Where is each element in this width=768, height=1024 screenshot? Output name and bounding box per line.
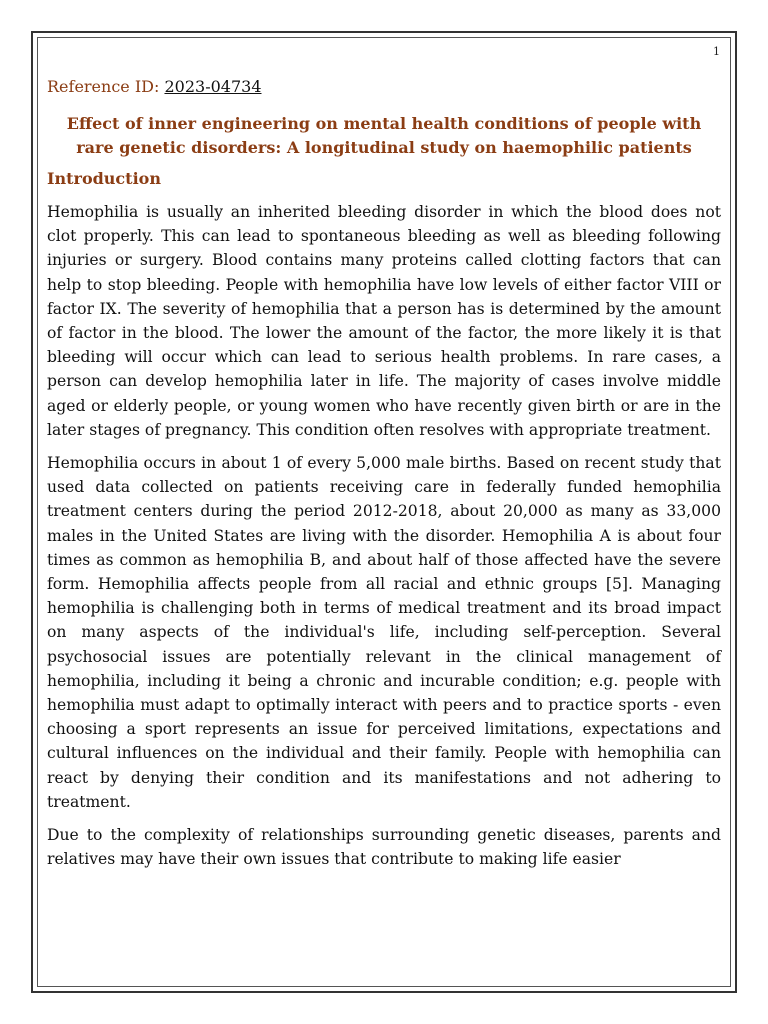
reference-label: Reference ID: (47, 77, 165, 96)
reference-line (47, 76, 721, 98)
paragraph: Due to the complexity of relationships surrounding genetic diseases, parents and relatives may have their own issues that contribute to making life easier (47, 826, 721, 869)
page-number: 1 (713, 45, 720, 58)
document-title: Effect of inner engineering on mental health conditions of people with rare genetic disorders: A longitudinal study on haemophilic patients (66, 114, 702, 157)
section-heading-introduction: Introduction (47, 169, 161, 188)
document-body (47, 76, 721, 880)
paragraph: Hemophilia is usually an inherited bleeding disorder in which the blood does not clot properly. This can lead to spontaneous bleeding as well as bleeding following injuries or surgery. Blood contains many proteins called clotting factors that can help to stop bleeding. People with hemophilia have low levels of either factor VIII or factor IX. The severity of hemophilia that a person has is determined by the amount of factor in the blood. The lower the amount of the factor, the more likely it is that bleeding will occur which can lead to serious health problems. In rare cases, a person can develop hemophilia later in life. The majority of cases involve middle aged or elderly people, or young women who have recently given birth or are in the later stages of pregnancy. This condition often resolves with appropriate treatment. (47, 203, 721, 439)
reference-id: 2023-04734 (164, 77, 262, 96)
paragraph: Hemophilia occurs in about 1 of every 5,000 male births. Based on recent study that used data collected on patients receiving care in federally funded hemophilia treatment centers during the period 2012-2018, about 20,000 as many as 33,000 males in the United States are living with the disorder. Hemophilia A is about four times as common as hemophilia B, and about half of those affected have the severe form. Hemophilia affects people from all racial and ethnic groups [5]. Managing hemophilia is challenging both in terms of medical treatment and its broad impact on many aspects of the individual's life, including self-perception. Several psychosocial issues are potentially relevant in the clinical management of hemophilia, including it being a chronic and incurable condition; e.g. people with hemophilia must adapt to optimally interact with peers and to practice sports - even choosing a sport represents an issue for perceived limitations, expectations and cultural influences on the individual and their family. People with hemophilia can react by denying their condition and its manifestations and not adhering to treatment. (47, 454, 721, 811)
